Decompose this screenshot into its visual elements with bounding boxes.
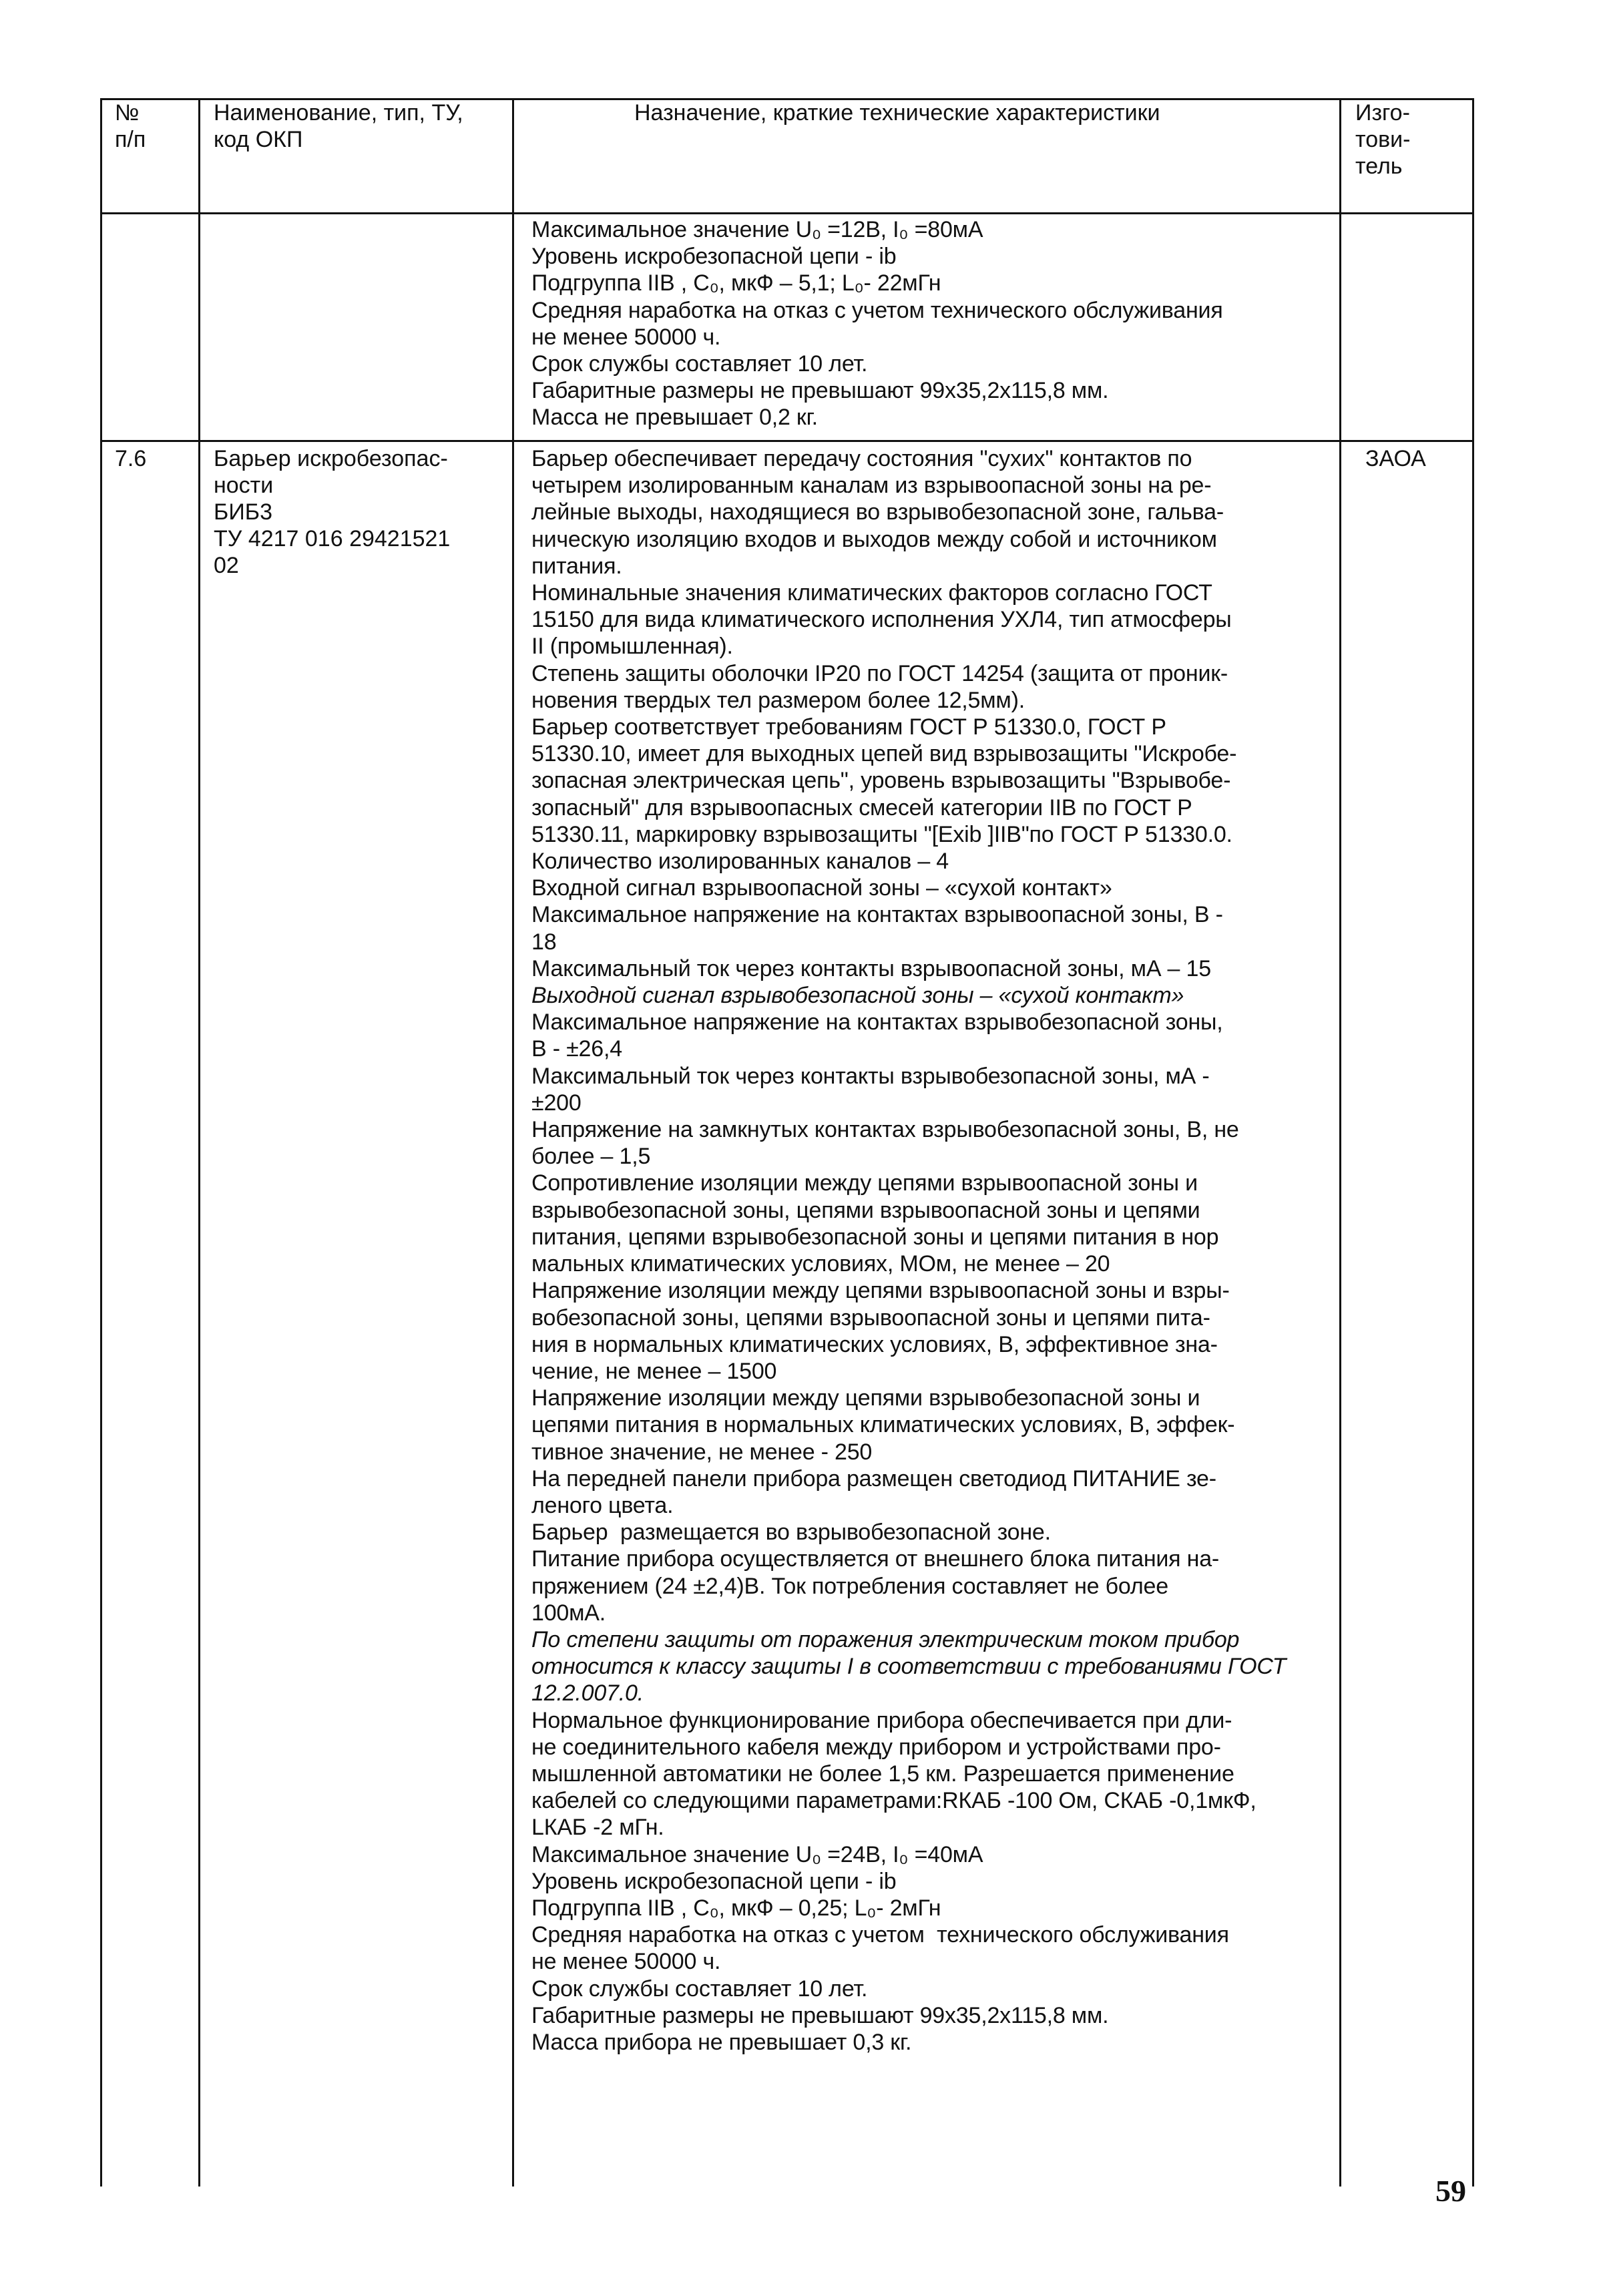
description-line: Барьер размещается во взрывобезопасной зоне.: [531, 1520, 1051, 1546]
description-line: Количество изолированных каналов – 4: [531, 849, 949, 875]
description-line: не менее 50000 ч.: [531, 324, 721, 350]
description-line: кабелей со следующими параметрами:RКАБ -100 Ом, СКАБ -0,1мкФ,: [531, 1788, 1257, 1814]
description-line: питания.: [531, 553, 622, 579]
description-line: Выходной сигнал взрывобезопасной зоны – «сухой контакт»: [531, 983, 1184, 1009]
description-line: более – 1,5: [531, 1144, 651, 1170]
description-line: 18: [531, 929, 557, 955]
description-line: Средняя наработка на отказ с учетом технического обслуживания: [531, 297, 1223, 323]
description-line: II (промышленная).: [531, 634, 733, 660]
description-line: Подгруппа IIВ , С₀, мкФ – 0,25; L₀- 2мГн: [531, 1895, 941, 1921]
description-line: Входной сигнал взрывоопасной зоны – «сухой контакт»: [531, 875, 1112, 901]
description-line: не соединительного кабеля между прибором и устройствами про-: [531, 1734, 1221, 1760]
column-divider-3: [1339, 98, 1341, 2187]
description-line: леного цвета.: [531, 1492, 674, 1518]
spec-table: [100, 98, 1474, 2187]
description-line: взрывобезопасной зоны, цепями взрывоопасной зоны и цепями: [531, 1197, 1200, 1223]
description-line: На передней панели прибора размещен светодиод ПИТАНИЕ зе-: [531, 1465, 1216, 1491]
description-line: Нормальное функционирование прибора обеспечивается при дли-: [531, 1707, 1232, 1733]
row-separator: [100, 440, 1474, 442]
description-line: ±200: [531, 1090, 582, 1116]
continuation-description: [531, 216, 1223, 431]
header-separator: [100, 212, 1474, 214]
description-line: мышленной автоматики не более 1,5 км. Разрешается применение: [531, 1761, 1234, 1787]
description-line: тивное значение, не менее - 250: [531, 1439, 873, 1465]
description-line: мальных климатических условиях, МОм, не менее – 20: [531, 1251, 1110, 1277]
column-divider-2: [512, 98, 514, 2187]
header-num: № п/п: [115, 100, 146, 152]
description-line: Барьер соответствует требованиям ГОСТ Р 51330.0, ГОСТ Р: [531, 714, 1166, 740]
page-number: 59: [1435, 2174, 1466, 2208]
description-line: 100мА.: [531, 1600, 606, 1626]
description-line: не менее 50000 ч.: [531, 1949, 721, 1975]
row-76-name: Барьер искробезопас- ности БИБ3 ТУ 4217 016 29421521 02: [214, 446, 451, 578]
description-line: 51330.11, маркировку взрывозащиты "[Exib ]IIВ"по ГОСТ Р 51330.0.: [531, 821, 1232, 847]
description-line: Сопротивление изоляции между цепями взрывоопасной зоны и: [531, 1170, 1198, 1196]
description-line: В - ±26,4: [531, 1036, 622, 1062]
header-maker: Изго- тови- тель: [1355, 100, 1411, 179]
description-line: относится к классу защиты I в соответствии с требованиями ГОСТ: [531, 1654, 1287, 1680]
description-line: Масса прибора не превышает 0,3 кг.: [531, 2029, 912, 2055]
header-purpose: Назначение, краткие технические характеристики: [634, 100, 1160, 126]
description-line: ническую изоляцию входов и выходов между собой и источником: [531, 526, 1217, 552]
description-line: Максимальный ток через контакты взрывоопасной зоны, мА – 15: [531, 955, 1211, 981]
description-line: LКАБ -2 мГн.: [531, 1815, 664, 1841]
description-line: Габаритные размеры не превышают 99х35,2х115,8 мм.: [531, 2002, 1109, 2028]
description-line: зопасная электрическая цепь", уровень взрывозащиты "Взрывобе-: [531, 768, 1231, 794]
description-line: Максимальное значение U₀ =24В, I₀ =40мА: [531, 1841, 983, 1867]
header-name: Наименование, тип, ТУ, код ОКП: [214, 100, 463, 152]
table-border-left: [100, 98, 102, 2187]
description-line: Напряжение изоляции между цепями взрывобезопасной зоны и: [531, 1385, 1200, 1411]
description-line: лейные выходы, находящиеся во взрывобезопасной зоне, гальва-: [531, 499, 1224, 525]
column-divider-1: [198, 98, 200, 2187]
description-line: Срок службы составляет 10 лет.: [531, 351, 868, 377]
description-line: 15150 для вида климатического исполнения УХЛ4, тип атмосферы: [531, 607, 1232, 633]
description-line: Степень защиты оболочки IP20 по ГОСТ 14254 (защита от проник-: [531, 660, 1228, 686]
description-line: Срок службы составляет 10 лет.: [531, 1976, 868, 2002]
description-line: Барьер обеспечивает передачу состояния "сухих" контактов по: [531, 446, 1192, 471]
description-line: новения твердых тел размером более 12,5мм).: [531, 687, 1025, 713]
row-76-maker: ЗАОА: [1365, 446, 1426, 471]
description-line: Уровень искробезопасной цепи - ib: [531, 1868, 897, 1894]
description-line: вобезопасной зоны, цепями взрывоопасной зоны и цепями пита-: [531, 1305, 1210, 1331]
description-line: Максимальное напряжение на контактах взрывобезопасной зоны,: [531, 1009, 1223, 1036]
description-line: Питание прибора осуществляется от внешнего блока питания на-: [531, 1546, 1220, 1572]
description-line: чение, не менее – 1500: [531, 1358, 777, 1384]
description-line: зопасный" для взрывоопасных смесей категории IIВ по ГОСТ Р: [531, 794, 1192, 821]
description-line: Максимальное значение U₀ =12В, I₀ =80мА: [531, 217, 983, 242]
description-line: Напряжение изоляции между цепями взрывоопасной зоны и взры-: [531, 1278, 1230, 1304]
row-76-num: 7.6: [115, 446, 147, 471]
description-line: пряжением (24 ±2,4)В. Ток потребления составляет не более: [531, 1573, 1168, 1599]
description-line: Масса не превышает 0,2 кг.: [531, 405, 818, 431]
description-line: Максимальный ток через контакты взрывобезопасной зоны, мА -: [531, 1063, 1210, 1089]
description-line: четырем изолированным каналам из взрывоопасной зоны на ре-: [531, 473, 1212, 499]
description-line: 12.2.007.0.: [531, 1680, 644, 1706]
description-line: Максимальное напряжение на контактах взрывоопасной зоны, В -: [531, 902, 1223, 928]
description-line: Уровень искробезопасной цепи - ib: [531, 244, 897, 270]
description-line: Габаритные размеры не превышают 99х35,2х115,8 мм.: [531, 378, 1109, 404]
table-border-right: [1472, 98, 1474, 2187]
description-line: ния в нормальных климатических условиях, В, эффективное зна-: [531, 1331, 1218, 1357]
description-line: Номинальные значения климатических факторов согласно ГОСТ: [531, 580, 1212, 606]
row-76-description: [531, 445, 1286, 2056]
description-line: Напряжение на замкнутых контактах взрывобезопасной зоны, В, не: [531, 1117, 1239, 1143]
description-line: Средняя наработка на отказ с учетом технического обслуживания: [531, 1922, 1229, 1948]
description-line: питания, цепями взрывобезопасной зоны и цепями питания в нор: [531, 1224, 1219, 1250]
description-line: По степени защиты от поражения электрическим током прибор: [531, 1626, 1240, 1652]
description-line: цепями питания в нормальных климатических условиях, В, эффек-: [531, 1412, 1235, 1438]
description-line: Подгруппа IIВ , С₀, мкФ – 5,1; L₀- 22мГн: [531, 270, 941, 296]
description-line: 51330.10, имеет для выходных цепей вид взрывозащиты "Искробе-: [531, 741, 1237, 767]
